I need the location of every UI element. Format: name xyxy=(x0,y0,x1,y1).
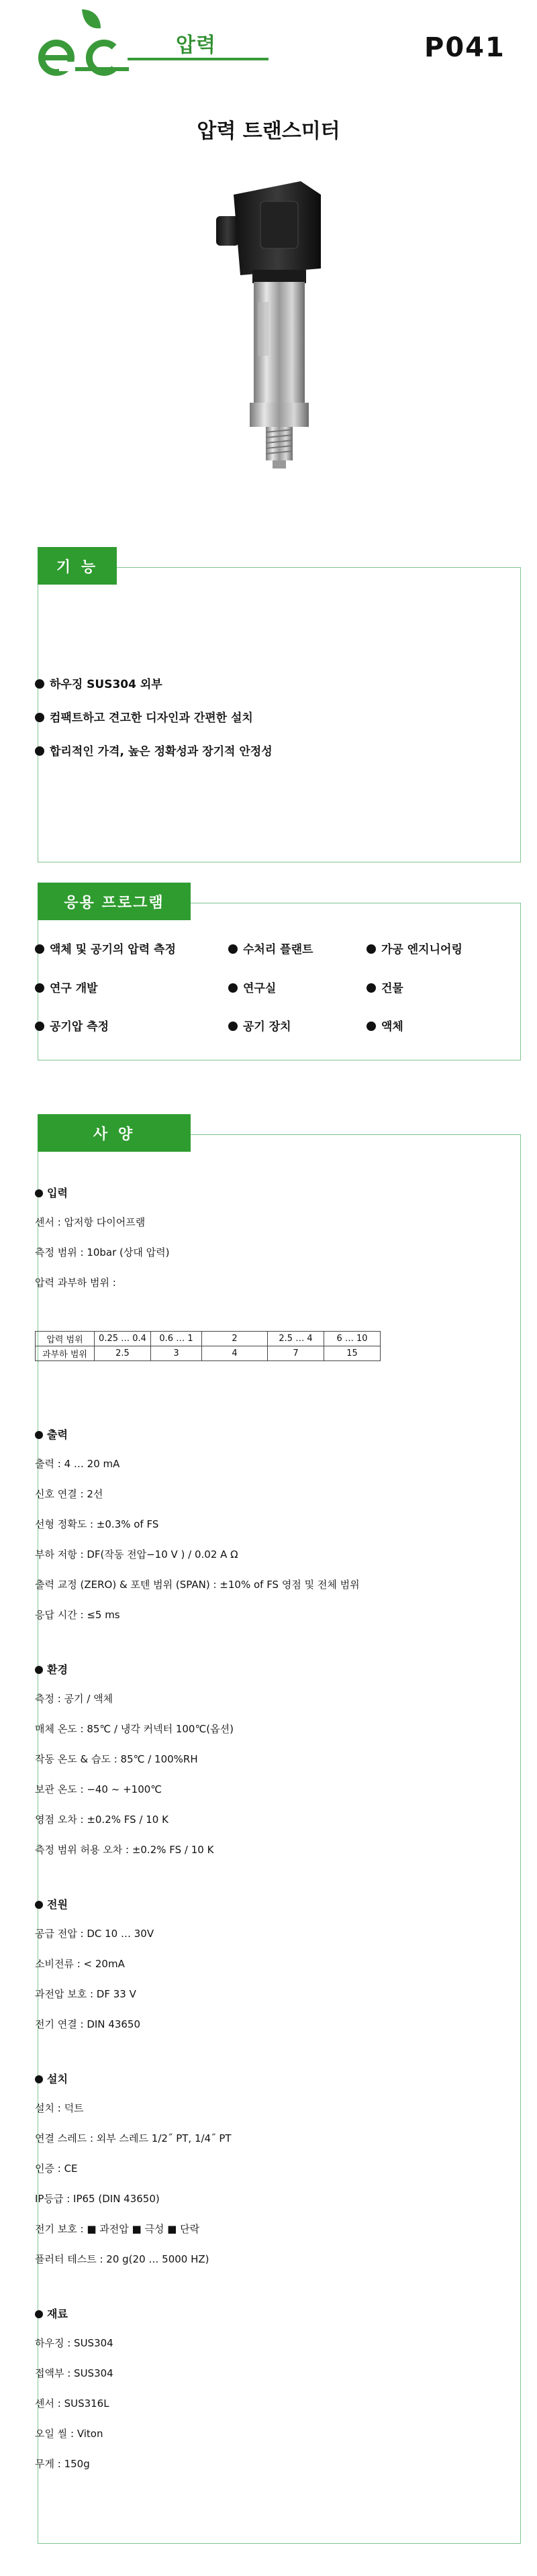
spec-line: 선형 정확도 : ±0.3% of FS xyxy=(35,1518,159,1530)
spec-line: 매체 온도 : 85℃ / 냉각 커넥터 100℃(옵션) xyxy=(35,1723,234,1735)
table-cell: 압력 범위 xyxy=(36,1332,95,1346)
product-code: P041 xyxy=(424,32,505,63)
table-cell: 과부하 범위 xyxy=(36,1346,95,1361)
spec-line: 하우징 : SUS304 xyxy=(35,2337,113,2349)
spec-line: 공급 전압 : DC 10 … 30V xyxy=(35,1928,154,1940)
applications-panel xyxy=(38,903,521,1060)
application-item: 연구 개발 xyxy=(35,979,98,995)
table-row xyxy=(36,1346,381,1361)
page-title: 압력 트랜스미터 xyxy=(197,119,340,143)
spec-heading-installation: 설치 xyxy=(35,2071,68,2086)
applications-tab: 응용 프로그램 xyxy=(38,883,191,920)
application-item: 수처리 플랜트 xyxy=(228,940,313,956)
feature-item: 하우징 SUS304 외부 xyxy=(35,675,162,691)
application-item: 가공 엔지니어링 xyxy=(367,940,462,956)
spec-line: IP등급 : IP65 (DIN 43650) xyxy=(35,2193,160,2205)
spec-line: 압력 과부하 범위 : xyxy=(35,1277,116,1289)
spec-line: 측정 : 공기 / 액체 xyxy=(35,1693,113,1705)
spec-line: 오일 씰 : Viton xyxy=(35,2428,103,2440)
spec-line: 전기 보호 : ■ 과전압 ■ 극성 ■ 단락 xyxy=(35,2223,200,2235)
header-underline xyxy=(128,58,268,60)
spec-heading-material: 재료 xyxy=(35,2306,68,2321)
table-cell: 0.25 … 0.4 xyxy=(95,1332,151,1346)
spec-line: 응답 시간 : ≤5 ms xyxy=(35,1609,120,1621)
application-item: 공기압 측정 xyxy=(35,1017,109,1034)
spec-line: 작동 온도 & 습도 : 85℃ / 100%RH xyxy=(35,1753,198,1765)
spec-line: 측정 범위 : 10bar (상대 압력) xyxy=(35,1246,170,1258)
table-cell: 2 xyxy=(202,1332,268,1346)
spec-line: 접액부 : SUS304 xyxy=(35,2367,113,2379)
table-cell: 3 xyxy=(151,1346,202,1361)
spec-heading-input: 입력 xyxy=(35,1185,68,1200)
table-cell: 6 … 10 xyxy=(324,1332,381,1346)
application-item: 액체 xyxy=(367,1017,403,1034)
spec-line: 부하 저항 : DF(작동 전압−10 V ) / 0.02 A Ω xyxy=(35,1548,238,1561)
specs-tab: 사 양 xyxy=(38,1114,191,1152)
table-cell: 0.6 … 1 xyxy=(151,1332,202,1346)
table-cell: 2.5 … 4 xyxy=(268,1332,324,1346)
application-item: 연구실 xyxy=(228,979,276,995)
ec-logo xyxy=(35,4,129,78)
spec-line: 무게 : 150g xyxy=(35,2458,90,2470)
spec-line: 신호 연결 : 2선 xyxy=(35,1488,103,1500)
spec-line: 센서 : SUS316L xyxy=(35,2397,109,2410)
pressure-transmitter-image xyxy=(213,168,328,470)
spec-line: 소비전류 : < 20mA xyxy=(35,1958,125,1970)
feature-item: 합리적인 가격, 높은 정확성과 장기적 안정성 xyxy=(35,742,273,758)
header xyxy=(0,0,537,101)
spec-line: 연결 스레드 : 외부 스레드 1/2˝ PT, 1/4˝ PT xyxy=(35,2132,232,2144)
table-cell: 4 xyxy=(202,1346,268,1361)
table-cell: 7 xyxy=(268,1346,324,1361)
spec-line: 플러터 테스트 : 20 g(20 … 5000 HZ) xyxy=(35,2253,209,2265)
overload-table xyxy=(35,1331,381,1361)
spec-line: 인증 : CE xyxy=(35,2163,78,2175)
table-row xyxy=(36,1332,381,1346)
spec-line: 전기 연결 : DIN 43650 xyxy=(35,2018,140,2030)
spec-line: 센서 : 압저항 다이어프램 xyxy=(35,1216,146,1228)
application-item: 건물 xyxy=(367,979,403,995)
spec-line: 출력 교정 (ZERO) & 포텐 범위 (SPAN) : ±10% of FS 영점 및 전체 범위 xyxy=(35,1579,360,1591)
spec-line: 측정 범위 허용 오차 : ±0.2% FS / 10 K xyxy=(35,1844,214,1856)
spec-line: 보관 온도 : −40 ~ +100℃ xyxy=(35,1783,162,1795)
spec-line: 영점 오차 : ±0.2% FS / 10 K xyxy=(35,1814,168,1826)
features-tab: 기 능 xyxy=(38,547,117,585)
spec-line: 설치 : 덕트 xyxy=(35,2102,84,2114)
spec-line: 출력 : 4 … 20 mA xyxy=(35,1458,120,1470)
spec-heading-output: 출력 xyxy=(35,1426,68,1442)
feature-item: 컴팩트하고 견고한 디자인과 간편한 설치 xyxy=(35,708,253,725)
table-cell: 2.5 xyxy=(95,1346,151,1361)
spec-heading-environment: 환경 xyxy=(35,1661,68,1677)
spec-line: 과전압 보호 : DF 33 V xyxy=(35,1988,136,2000)
spec-heading-power: 전원 xyxy=(35,1896,68,1912)
header-category: 압력 xyxy=(176,34,216,57)
application-item: 공기 장치 xyxy=(228,1017,291,1034)
table-cell: 15 xyxy=(324,1346,381,1361)
application-item: 액체 및 공기의 압력 측정 xyxy=(35,940,176,956)
